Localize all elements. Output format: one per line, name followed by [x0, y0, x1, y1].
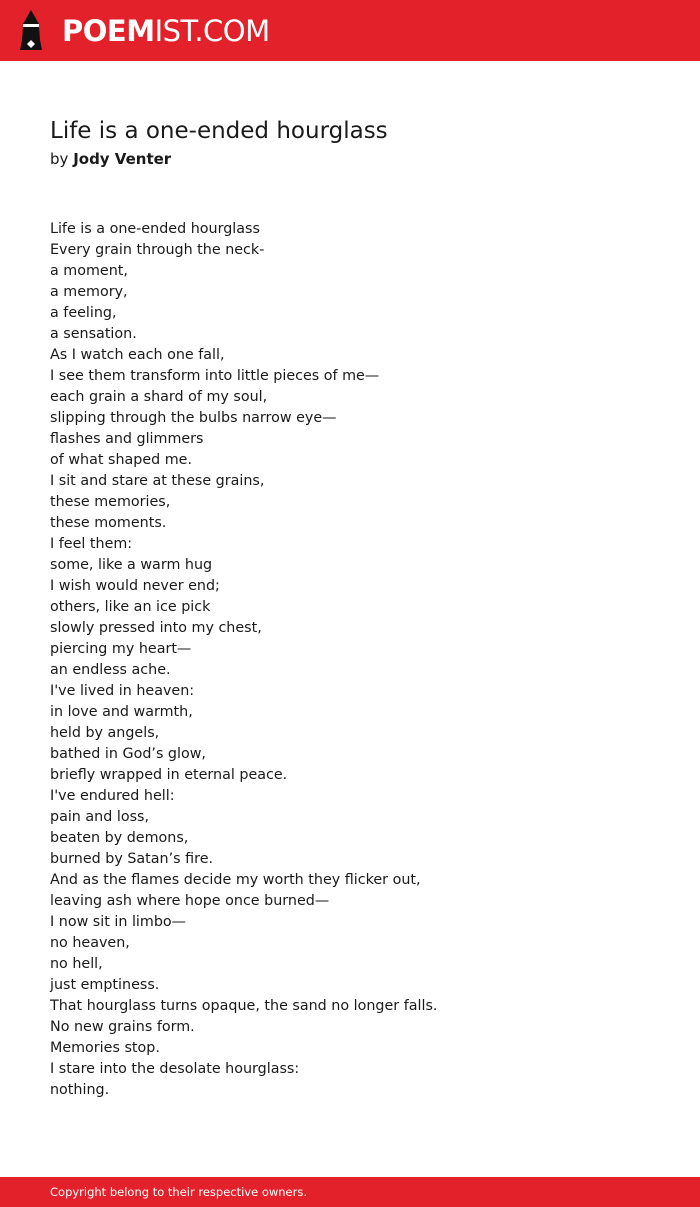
poem-line: No new grains form.	[50, 1019, 195, 1035]
poem-line: piercing my heart—	[50, 641, 192, 657]
poem-line: an endless ache.	[50, 662, 171, 678]
poem-line: these moments.	[50, 515, 167, 531]
poem-line: I stare into the desolate hourglass:	[50, 1061, 300, 1077]
poem-line: That hourglass turns opaque, the sand no longer falls.	[50, 998, 438, 1014]
poem-line: flashes and glimmers	[50, 431, 204, 447]
poem-line: these memories,	[50, 494, 171, 510]
poem-line: a sensation.	[50, 326, 137, 342]
poem-line: some, like a warm hug	[50, 557, 213, 573]
byline	[50, 148, 171, 170]
poem-line: Life is a one-ended hourglass	[50, 221, 260, 237]
poem-line: a moment,	[50, 263, 128, 279]
poem-line: I see them transform into little pieces of me—	[50, 368, 380, 384]
poem-line: leaving ash where hope once burned—	[50, 893, 330, 909]
poem-line: nothing.	[50, 1082, 110, 1098]
poem-line: in love and warmth,	[50, 704, 193, 720]
poem-line: Every grain through the neck-	[50, 242, 265, 258]
poem-line: I've endured hell:	[50, 788, 175, 804]
poem-line: others, like an ice pick	[50, 599, 211, 615]
poem-line: pain and loss,	[50, 809, 150, 825]
logo-bold-text: POEM	[62, 14, 155, 48]
logo-light-text: IST.COM	[154, 14, 270, 48]
poem-line: held by angels,	[50, 725, 160, 741]
poem-line: a feeling,	[50, 305, 117, 321]
poem-line: of what shaped me.	[50, 452, 193, 468]
poem-line: And as the flames decide my worth they flicker out,	[50, 872, 421, 888]
by-label: by	[50, 150, 69, 168]
poem-line: no hell,	[50, 956, 103, 972]
site-footer	[0, 1177, 700, 1207]
copyright-text: Copyright belong to their respective owners.	[50, 1185, 308, 1199]
poem-line: burned by Satan’s fire.	[50, 851, 214, 867]
poem-line: slowly pressed into my chest,	[50, 620, 262, 636]
poem-line: I sit and stare at these grains,	[50, 473, 265, 489]
poem-line: a memory,	[50, 284, 128, 300]
poem-line: slipping through the bulbs narrow eye—	[50, 410, 337, 426]
poem-line: no heaven,	[50, 935, 130, 951]
poem-title: Life is a one-ended hourglass	[50, 118, 388, 144]
poem-line: I wish would never end;	[50, 578, 220, 594]
pencil-icon[interactable]	[18, 10, 44, 52]
site-logo[interactable]	[62, 13, 270, 49]
site-header	[0, 0, 700, 61]
poem-line: each grain a shard of my soul,	[50, 389, 268, 405]
poem-line: I now sit in limbo—	[50, 914, 186, 930]
poem-line: beaten by demons,	[50, 830, 189, 846]
poem-line: briefly wrapped in eternal peace.	[50, 767, 288, 783]
poem-line: I've lived in heaven:	[50, 683, 195, 699]
poem-line: bathed in God’s glow,	[50, 746, 206, 762]
poem-body	[50, 219, 670, 1101]
poem-line: I feel them:	[50, 536, 133, 552]
author-name: Jody Venter	[73, 150, 172, 168]
poem-line: As I watch each one fall,	[50, 347, 225, 363]
poem-line: just emptiness.	[50, 977, 160, 993]
poem-line: Memories stop.	[50, 1040, 160, 1056]
